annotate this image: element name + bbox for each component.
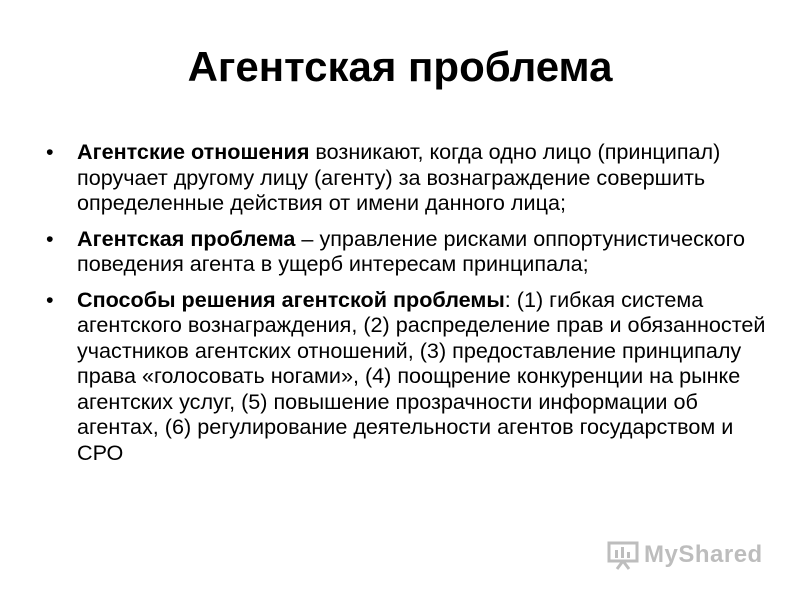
presentation-board-icon — [606, 540, 640, 570]
bullet-item — [46, 287, 766, 466]
bullet-dot: • — [46, 225, 54, 251]
bullet-bold-term: Способы решения агентской проблемы — [77, 286, 505, 312]
bullet-item — [46, 226, 766, 277]
bullet-text: возникают, когда одно лицо (принципал) поручает другому лицу (агенту) за вознаграждение совершить определенные действия от имени данного лица; — [77, 139, 721, 215]
bullet-item — [46, 139, 766, 216]
bullet-text: : (1) гибкая система агентского вознаграждения, (2) распределение прав и обязанностей участников агентских отношений, (3) предоставление принципалу права «голосовать ногами», (4) поощрение конкуренции на рынке агентских услуг, (5) повышение прозрачности информации об агентах, (6) регулирование деятельности агентов государством и СРО — [77, 286, 766, 465]
bullet-list — [46, 139, 766, 475]
bullet-bold-term: Агентские отношения — [77, 139, 310, 164]
bullet-bold-term: Агентская проблема — [77, 225, 296, 251]
watermark-text: MyShared — [644, 541, 763, 568]
bullet-text: – управление рисками оппортунистического поведения агента в ущерб интересам принципала; — [77, 225, 746, 276]
bullet-dot: • — [46, 139, 54, 164]
bullet-dot: • — [46, 286, 54, 312]
watermark — [606, 537, 766, 573]
slide-title: Агентская проблема — [187, 43, 613, 90]
